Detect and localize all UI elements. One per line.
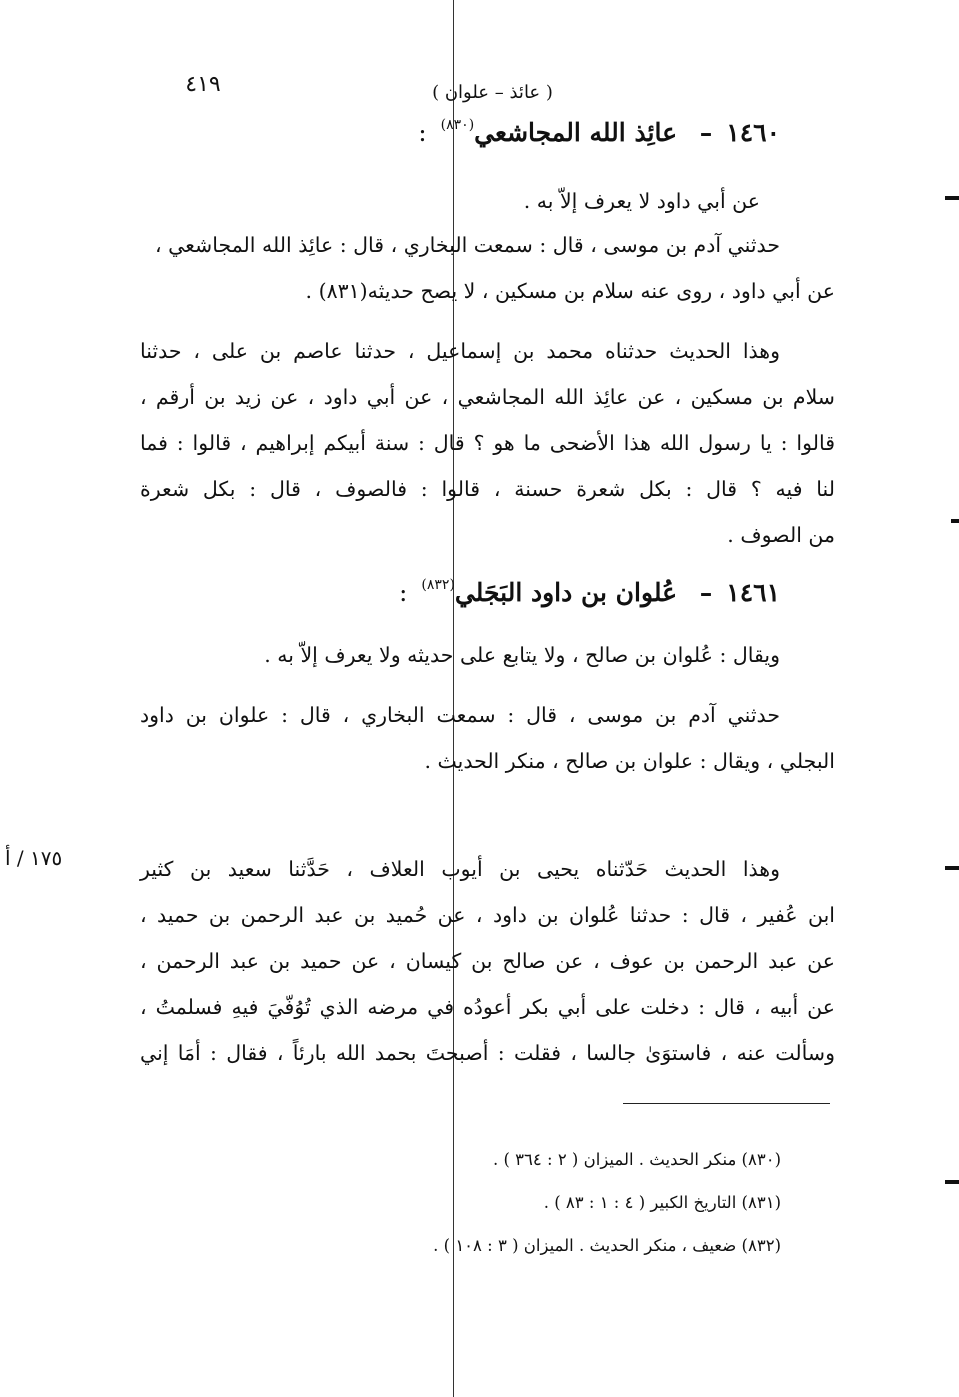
text-line: قالوا : يا رسول الله هذا الأضحى ما هو ؟ قال : سنة أبيكم إبراهيم ، قالوا : فما — [140, 431, 835, 455]
text-line: وهذا الحديث حدثناه محمد بن إسماعيل ، حدثنا عاصم بن على ، حدثنا — [140, 339, 780, 363]
entry-dash: – — [699, 118, 713, 147]
scan-edge-mark — [945, 196, 959, 200]
footnote-reference: (٨٣٢) — [421, 577, 455, 593]
text-line: حدثني آدم بن موسى ، قال : سمعت البخاري ، قال : عائِذ الله المجاشعي ، — [154, 233, 780, 257]
entry-1460-paragraph-2 — [140, 222, 835, 314]
text-line: البجلي ، ويقال : علوان بن صالح ، منكر الحديث . — [424, 749, 835, 773]
footnote-separator — [623, 1103, 830, 1104]
scan-edge-mark — [945, 866, 959, 870]
entry-1461-paragraph-1 — [140, 632, 780, 678]
text-line: ويقال : عُلوان بن صالح ، ولا يتابع على حديثه ولا يعرف إلاّ به . — [264, 643, 780, 667]
entry-name: عُلوان بن داود البَجَلي — [454, 578, 678, 607]
entry-number: ١٤٦١ — [726, 578, 780, 607]
text-line: عن أبي داود لا يعرف إلاّ به . — [523, 189, 760, 213]
text-line: عن أبيه ، قال : دخلت على أبي بكر أعودُه في مرضه الذي تُوُفّيَ فيهِ فسلمتُ ، — [140, 995, 835, 1019]
footnote: (٨٣١) التاريخ الكبير ( ٤ : ١ : ٨٣ ) . — [543, 1193, 781, 1212]
footnote: (٨٣٢) ضعيف ، منكر الحديث . الميزان ( ٣ : ١٠٨ ) . — [433, 1236, 781, 1255]
text-line: من الصوف . — [727, 523, 835, 547]
text-line: وسألت عنه ، فاستوَىٰ جالسا ، فقلت : أصبحتَ بحمد الله بارئاً ، فقال : أمَا إني — [140, 1041, 835, 1065]
entry-colon: : — [418, 118, 427, 147]
entry-number: ١٤٦٠ — [726, 118, 780, 147]
page-number: ٤١٩ — [185, 72, 221, 97]
footnote: (٨٣٠) منكر الحديث . الميزان ( ٢ : ٣٦٤ ) . — [492, 1150, 781, 1169]
entry-name: عائِذ الله المجاشعي — [474, 118, 678, 147]
text-line: حدثني آدم بن موسى ، قال : سمعت البخاري ، قال : علوان بن داود — [140, 703, 780, 727]
entry-1460-paragraph-1 — [140, 178, 780, 224]
entry-colon: : — [398, 578, 408, 607]
entry-heading-1461 — [399, 578, 780, 607]
text-line: ابن عُفير ، قال : حدثنا عُلوان بن داود ، عن حُميد بن عبد الرحمن بن حميد ، — [140, 903, 835, 927]
entry-1460-paragraph-3 — [140, 328, 835, 558]
text-line: عن أبي داود ، روى عنه سلام بن مسكين ، لا يصح حديثه(٨٣١) . — [305, 279, 835, 303]
text-line: سلام بن مسكين ، عن عائِذ الله المجاشعي ، عن أبي داود ، عن زيد بن أرقم ، — [140, 385, 835, 409]
scan-edge-mark — [945, 1180, 959, 1184]
entry-1461-paragraph-2 — [140, 692, 835, 784]
entry-1461-paragraph-3 — [140, 846, 835, 1076]
running-head: ( عائذ – علوان ) — [432, 82, 553, 103]
manuscript-folio-reference: ١٧٥ / أ — [5, 846, 63, 870]
text-line: وهذا الحديث حَدّثناه يحيى بن أيوب العلاف ، حَدَّثنا سعيد بن كثير — [140, 857, 780, 881]
text-line: عن عبد الرحمن بن عوف ، عن صالح بن كيسان ، عن حميد بن عبد الرحمن ، — [140, 949, 835, 973]
entry-dash: – — [699, 578, 713, 607]
entry-heading-1460 — [418, 118, 780, 147]
footnote-reference: (٨٣٠) — [440, 117, 475, 133]
scan-edge-mark — [951, 519, 959, 523]
text-line: لنا فيه ؟ قال : بكل شعرة حسنة ، قالوا : فالصوف ، قال : بكل شعرة — [140, 477, 835, 501]
